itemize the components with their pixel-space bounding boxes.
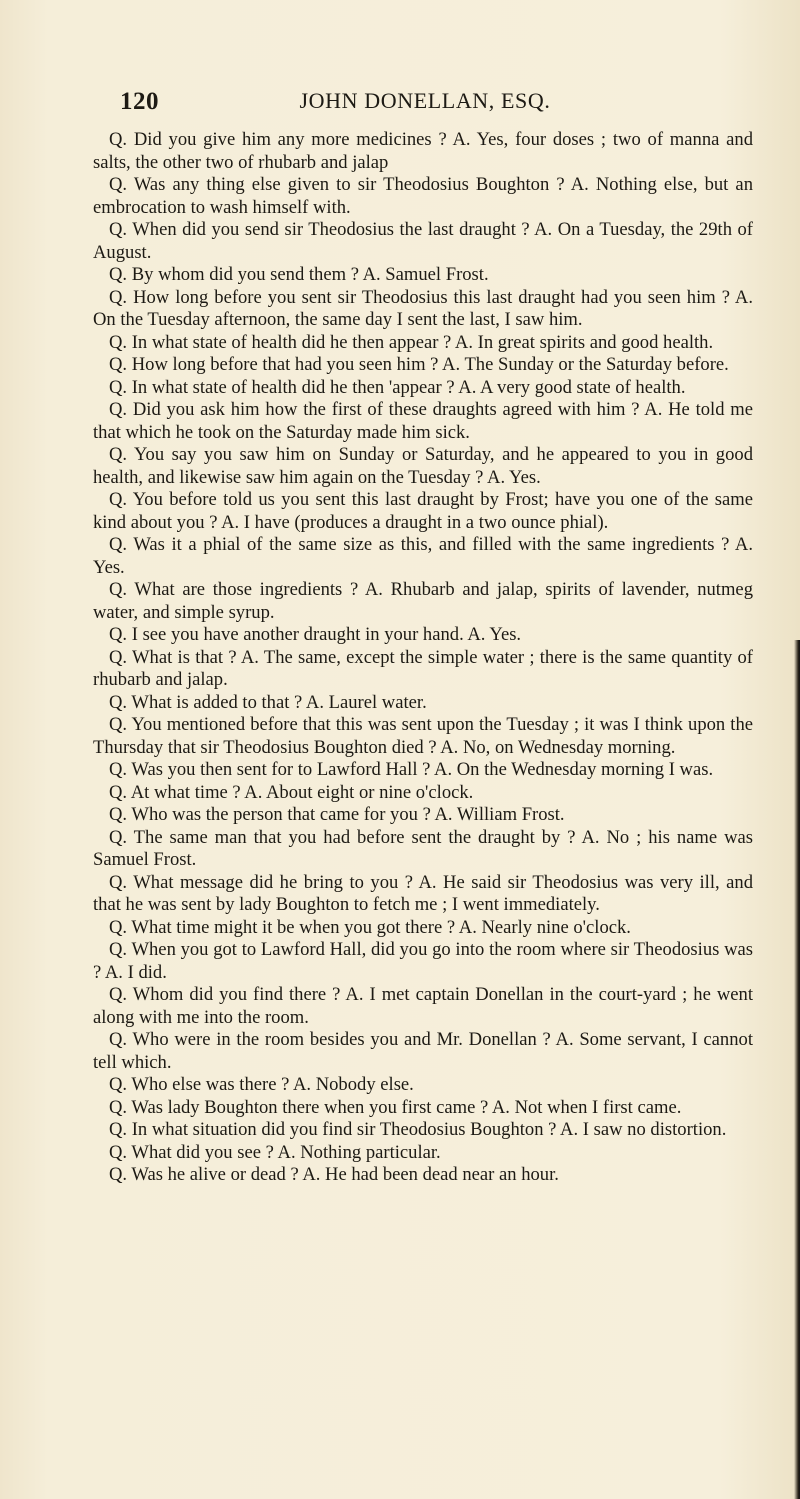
qa-paragraph: Q. Who else was there ? A. Nobody else.: [109, 1074, 414, 1095]
qa-paragraph: Q. Whom did you find there ? A. I met captain Donellan in the court-yard ; he went along with me into the room.: [93, 984, 753, 1028]
qa-paragraph: Q. What is that ? A. The same, except the simple water ; there is the same quantity of rhubarb and jalap.: [93, 646, 753, 690]
qa-paragraph: Q. At what time ? A. About eight or nine o'clock.: [109, 781, 474, 803]
page-edge-shadow: [794, 640, 800, 1499]
qa-paragraph: Q. Was it a phial of the same size as this, and filled with the same ingredients ? A. Yes.: [93, 534, 753, 578]
running-title: JOHN DONELLAN, ESQ.: [299, 88, 551, 113]
qa-paragraph: Q. Was he alive or dead ? A. He had been dead near an hour.: [109, 1164, 559, 1185]
qa-paragraph: Q. I see you have another draught in your hand. A. Yes.: [109, 624, 522, 645]
qa-paragraph: Q. In what situation did you find sir Theodosius Boughton ? A. I saw no distortion.: [109, 1119, 727, 1140]
qa-paragraph: Q. In what state of health did he then 'appear ? A. A very good state of health.: [109, 376, 686, 398]
qa-paragraph: Q. Who were in the room besides you and Mr. Donellan ? A. Some servant, I cannot tell which.: [93, 1029, 753, 1073]
qa-paragraph: Q. Did you give him any more medicines ? A. Yes, four doses ; two of manna and salts, the other two of rhubarb and jalap: [93, 129, 753, 173]
qa-paragraph: Q. How long before that had you seen him ? A. The Sunday or the Saturday before.: [109, 354, 729, 375]
qa-paragraph: Q. Was you then sent for to Lawford Hall ? A. On the Wednesday morning I was.: [109, 759, 714, 780]
qa-paragraph: Q. What did you see ? A. Nothing particular.: [109, 1141, 441, 1163]
qa-paragraph: Q. You before told us you sent this last draught by Frost; have you one of the same kind about you ? A. I have (produces a draught in a two ounce phial).: [93, 489, 753, 533]
qa-paragraph: Q. The same man that you had before sent the draught by ? A. No ; his name was Samuel Frost.: [93, 826, 753, 870]
qa-paragraph: Q. What are those ingredients ? A. Rhubarb and jalap, spirits of lavender, nutmeg water, and simple syrup.: [93, 579, 753, 623]
qa-paragraph: Q. Was any thing else given to sir Theodosius Boughton ? A. Nothing else, but an embrocation to wash himself with.: [93, 174, 753, 218]
testimony-body: [93, 129, 753, 1187]
page-number: 120: [120, 88, 159, 115]
qa-paragraph: Q. What message did he bring to you ? A. He said sir Theodosius was very ill, and that he was sent by lady Boughton to fetch me ; I went immediately.: [93, 871, 753, 915]
qa-paragraph: Q. You say you saw him on Sunday or Saturday, and he appeared to you in good health, and likewise saw him again on the Tuesday ? A. Yes.: [93, 444, 753, 488]
qa-paragraph: Q. In what state of health did he then appear ? A. In great spirits and good health.: [109, 331, 714, 353]
qa-paragraph: Q. Was lady Boughton there when you first came ? A. Not when I first came.: [109, 1096, 682, 1118]
qa-paragraph: Q. How long before you sent sir Theodosius this last draught had you seen him ? A. On the Tuesday afternoon, the same day I sent the last, I saw him.: [93, 286, 753, 330]
qa-paragraph: Q. What time might it be when you got there ? A. Nearly nine o'clock.: [109, 916, 631, 938]
page-header: [120, 88, 730, 122]
qa-paragraph: Q. What is added to that ? A. Laurel water.: [109, 691, 427, 713]
qa-paragraph: Q. When did you send sir Theodosius the last draught ? A. On a Tuesday, the 29th of August.: [93, 219, 753, 263]
qa-paragraph: Q. Did you ask him how the first of these draughts agreed with him ? A. He told me that which he took on the Saturday made him sick.: [93, 399, 753, 443]
qa-paragraph: Q. When you got to Lawford Hall, did you go into the room where sir Theodosius was ? A. I did.: [93, 939, 753, 983]
qa-paragraph: Q. You mentioned before that this was sent upon the Tuesday ; it was I think upon the Thursday that sir Theodosius Boughton died ? A. No, on Wednesday morning.: [93, 714, 753, 758]
qa-paragraph: Q. Who was the person that came for you ? A. William Frost.: [109, 804, 565, 825]
qa-paragraph: Q. By whom did you send them ? A. Samuel Frost.: [109, 264, 489, 285]
